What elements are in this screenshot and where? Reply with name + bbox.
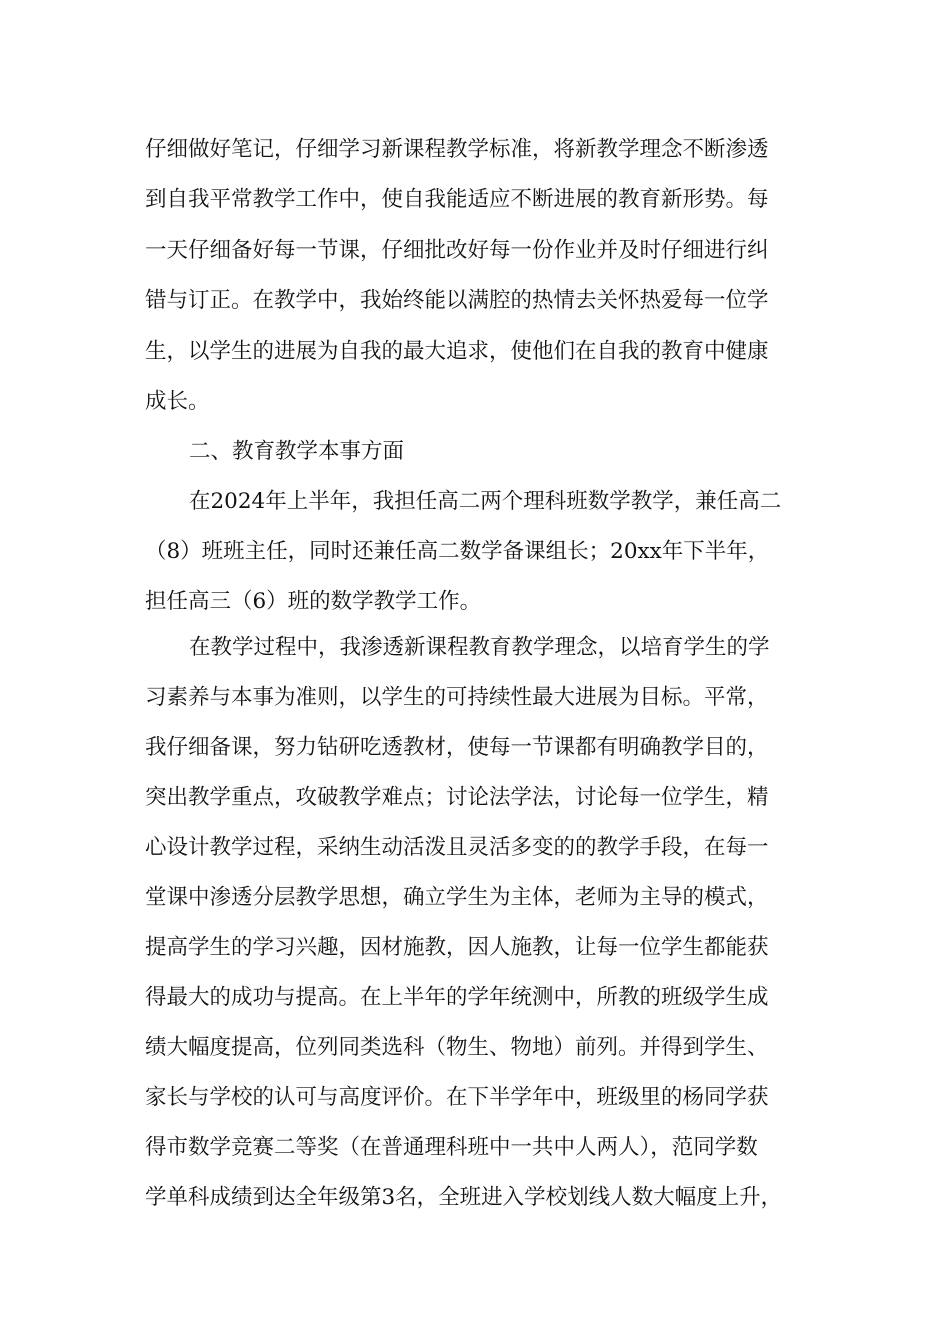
text-line: 突出教学重点，攻破教学难点；讨论法学法，讨论每一位学生，精	[145, 785, 769, 810]
text-line: 我仔细备课，努力钻研吃透教材，使每一节课都有明确教学目的，	[145, 735, 769, 760]
text-line: 错与订正。在教学中，我始终能以满腔的热情去关怀热爱每一位学	[145, 288, 769, 313]
text-line: （8）班班主任，同时还兼任高二数学备课组长；20xx年下半年，	[145, 539, 770, 564]
text-line: 学单科成绩到达全年级第3名，全班进入学校划线人数大幅度上升，	[145, 1185, 783, 1210]
text-line: 担任高三（6）班的数学教学工作。	[145, 589, 482, 614]
text-line: 得最大的成功与提高。在上半年的学年统测中，所教的班级学生成	[145, 985, 769, 1010]
text-line: 绩大幅度提高，位列同类选科（物生、物地）前列。并得到学生、	[145, 1035, 769, 1060]
text-line: 得市数学竞赛二等奖（在普通理科班中一共中人两人），范同学数	[145, 1135, 758, 1160]
text-line: 一天仔细备好每一节课，仔细批改好每一份作业并及时仔细进行纠	[145, 238, 769, 263]
text-line: 堂课中渗透分层教学思想，确立学生为主体，老师为主导的模式，	[145, 885, 769, 910]
section-heading: 二、教育教学本事方面	[189, 439, 405, 464]
paragraph-first-line: 在教学过程中，我渗透新课程教育教学理念，以培育学生的学	[189, 635, 770, 660]
text-line: 仔细做好笔记，仔细学习新课程教学标准，将新教学理念不断渗透	[145, 137, 769, 162]
text-line: 成长。	[145, 389, 210, 414]
text-line: 心设计教学过程，采纳生动活泼且灵活多变的的教学手段，在每一	[145, 835, 769, 860]
text-line: 家长与学校的认可与高度评价。在下半学年中，班级里的杨同学获	[145, 1085, 769, 1110]
text-line: 提高学生的学习兴趣，因材施教，因人施教，让每一位学生都能获	[145, 935, 769, 960]
text-line: 生，以学生的进展为自我的最大追求，使他们在自我的教育中健康	[145, 339, 769, 364]
text-line: 习素养与本事为准则，以学生的可持续性最大进展为目标。平常，	[145, 685, 769, 710]
paragraph-first-line: 在2024年上半年，我担任高二两个理科班数学教学，兼任高二	[189, 489, 782, 514]
text-line: 到自我平常教学工作中，使自我能适应不断进展的教育新形势。每	[145, 187, 769, 212]
